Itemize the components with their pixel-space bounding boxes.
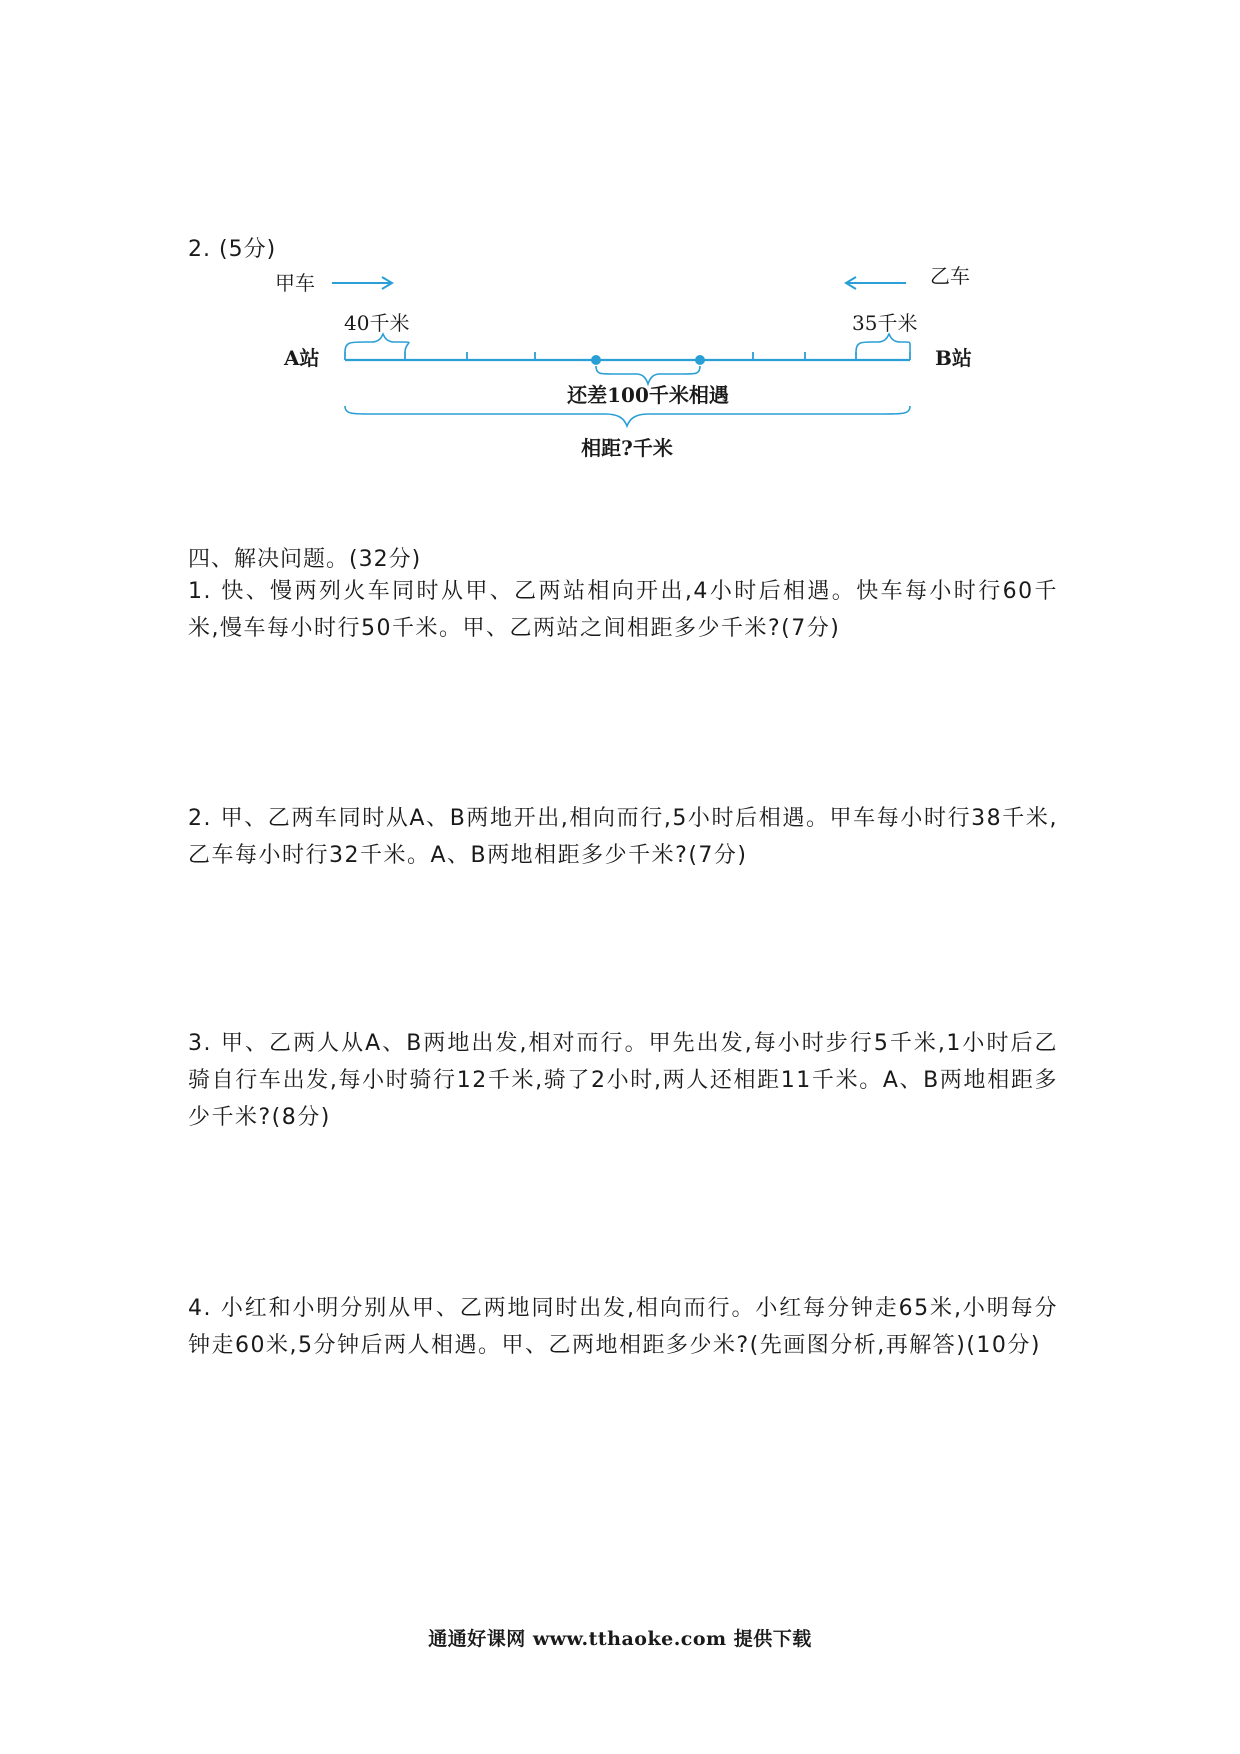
problem-2: 2. 甲、乙两车同时从A、B两地开出,相向而行,5小时后相遇。甲车每小时行38千米,乙车每小时行32千米。A、B两地相距多少千米?(7分) [188,806,1058,868]
segment-a-label: 40千米 [344,311,410,335]
problem-3: 3. 甲、乙两人从A、B两地出发,相对而行。甲先出发,每小时步行5千米,1小时后乙骑自行车出发,每小时骑行12千米,骑了2小时,两人还相距11千米。A、B两地相距多少千米?(8分) [188,1031,1058,1130]
problem-1: 1. 快、慢两列火车同时从甲、乙两站相向开出,4小时后相遇。快车每小时行60千米,慢车每小时行50千米。甲、乙两站之间相距多少千米?(7分) [188,579,1058,641]
car-a-label: 甲车 [275,271,315,295]
station-a-label: A站 [284,346,320,370]
segment-a-brace [345,334,409,352]
segment-b-brace [856,334,910,352]
section-heading: 四、解决问题。(32分) [188,547,422,572]
car-b-arrow-icon [846,277,906,289]
car-b-position-dot [695,355,705,365]
car-a-arrow-icon [332,277,392,289]
total-label: 相距?千米 [581,436,673,460]
problem-4: 4. 小红和小明分别从甲、乙两地同时出发,相向而行。小红每分钟走65米,小明每分钟走60米,5分钟后两人相遇。甲、乙两地相距多少米?(先画图分析,再解答)(10分) [188,1296,1058,1358]
station-b-label: B站 [935,346,972,370]
route-ticks [345,352,910,360]
meeting-diagram [0,0,1240,480]
question-label: 2. (5分) [188,237,277,262]
segment-b-label: 35千米 [852,311,918,335]
gap-label: 还差100千米相遇 [567,383,729,407]
total-brace [345,406,910,426]
gap-brace [596,366,700,384]
footer-credit: 通通好课网 www.tthaoke.com 提供下载 [428,1628,812,1650]
car-a-position-dot [591,355,601,365]
car-b-label: 乙车 [930,264,970,288]
